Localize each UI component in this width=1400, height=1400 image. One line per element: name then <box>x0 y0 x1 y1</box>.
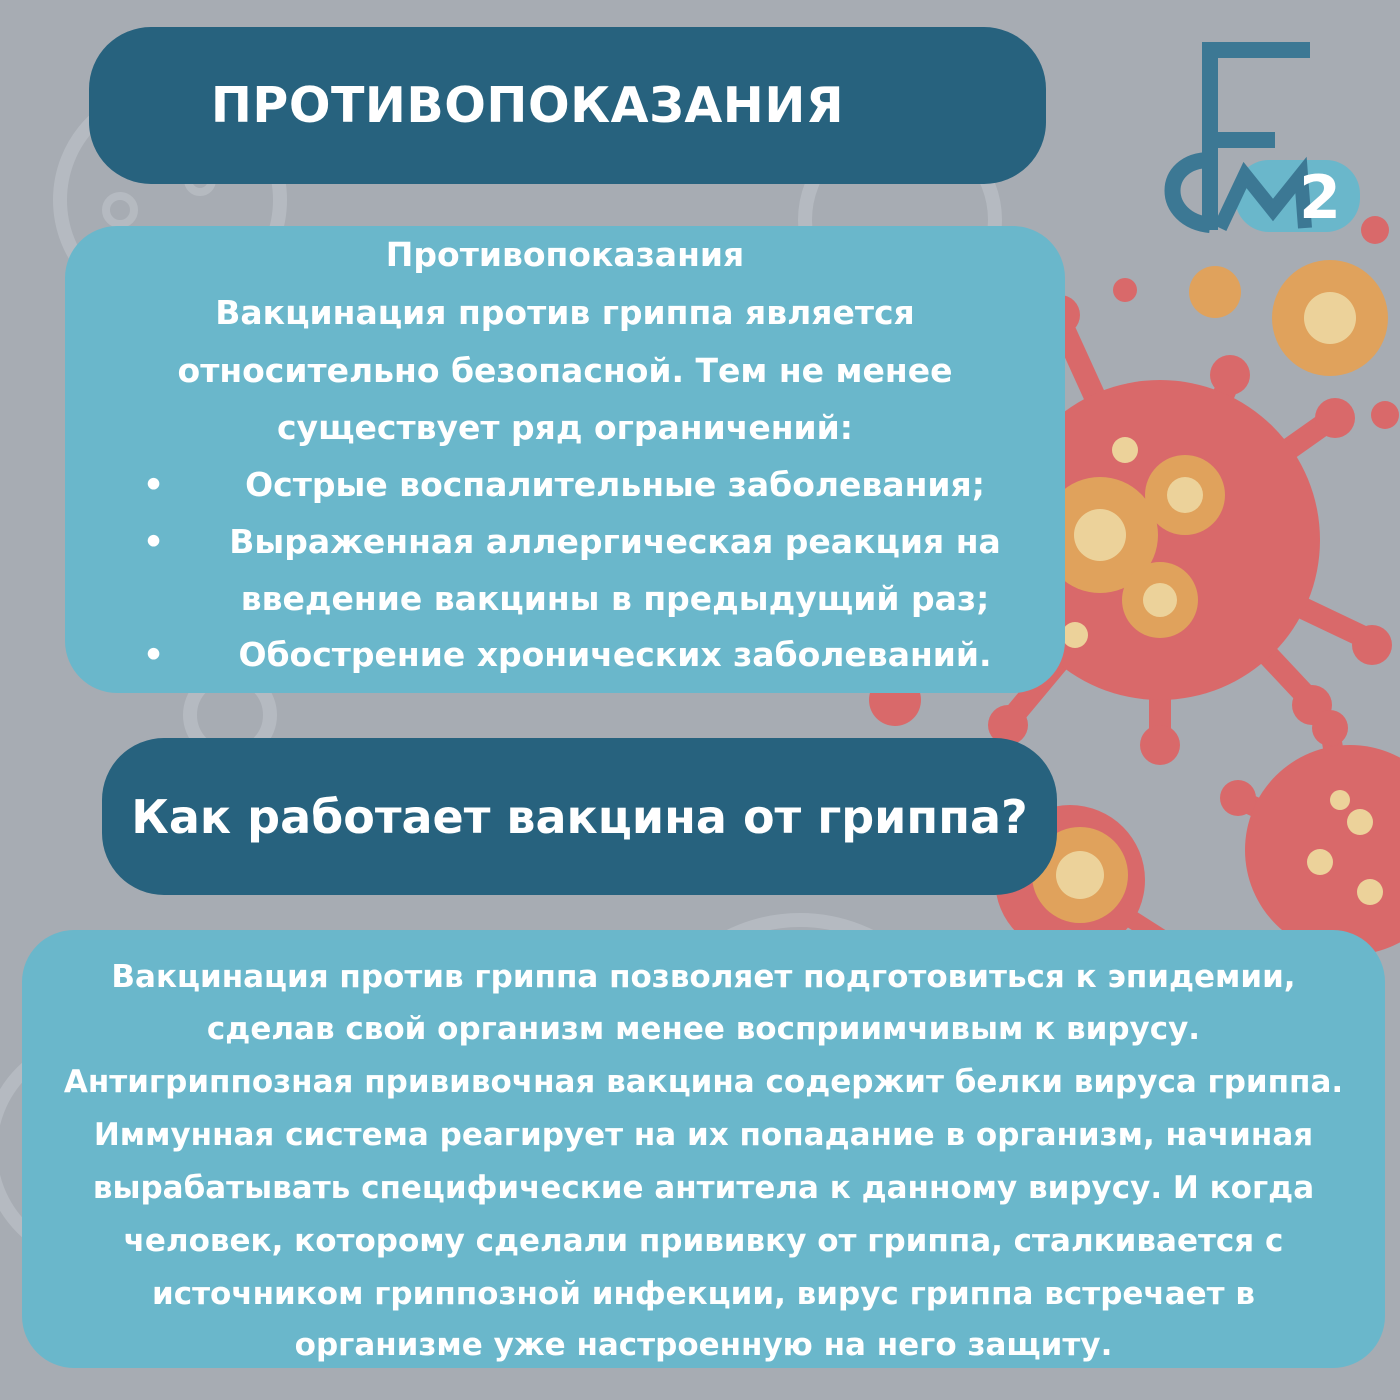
contraindications-card <box>65 226 1065 693</box>
svg-text:2: 2 <box>1299 163 1341 233</box>
bullet-icon: • <box>143 522 165 561</box>
info-line: Вакцинация против гриппа позволяет подготовиться к эпидемии, <box>111 959 1296 995</box>
info-line: сделав свой организм менее восприимчивым к вирусу. <box>206 1011 1201 1047</box>
section-title: Как работает вакцина от гриппа? <box>131 789 1028 844</box>
intro-line: относительно безопасной. Тем не менее <box>177 351 953 390</box>
bullet-icon: • <box>143 465 165 504</box>
list-item-text: Острые воспалительные заболевания; <box>245 465 985 504</box>
small-virus-icon <box>1220 710 1400 960</box>
intro-line: существует ряд ограничений: <box>277 408 853 447</box>
vaccine-info-card <box>22 930 1385 1368</box>
info-line: человек, которому сделали прививку от гриппа, сталкивается с <box>123 1223 1284 1259</box>
intro-line: Вакцинация против гриппа является <box>215 293 915 332</box>
info-line: организме уже настроенную на него защиту. <box>294 1327 1113 1363</box>
page-title-banner <box>89 27 1046 184</box>
info-line: Антигриппозная прививочная вакцина содержит белки вируса гриппа. <box>63 1064 1344 1100</box>
list-item-text: введение вакцины в предыдущий раз; <box>240 579 990 618</box>
list-item-text: Обострение хронических заболеваний. <box>238 635 992 674</box>
card-heading: Противопоказания <box>385 235 745 274</box>
list-item-text: Выраженная аллергическая реакция на <box>229 522 1001 561</box>
bm2-logo-icon <box>1155 40 1365 240</box>
info-line: вырабатывать специфические антитела к данному вирусу. И когда <box>92 1170 1315 1206</box>
bullet-icon: • <box>143 635 165 674</box>
info-line: Иммунная система реагирует на их попадание в организм, начиная <box>93 1117 1314 1153</box>
section-title-banner <box>102 738 1057 895</box>
page-title: ПРОТИВОПОКАЗАНИЯ <box>210 77 845 134</box>
info-line: источником гриппозной инфекции, вирус гриппа встречает в <box>151 1276 1256 1312</box>
